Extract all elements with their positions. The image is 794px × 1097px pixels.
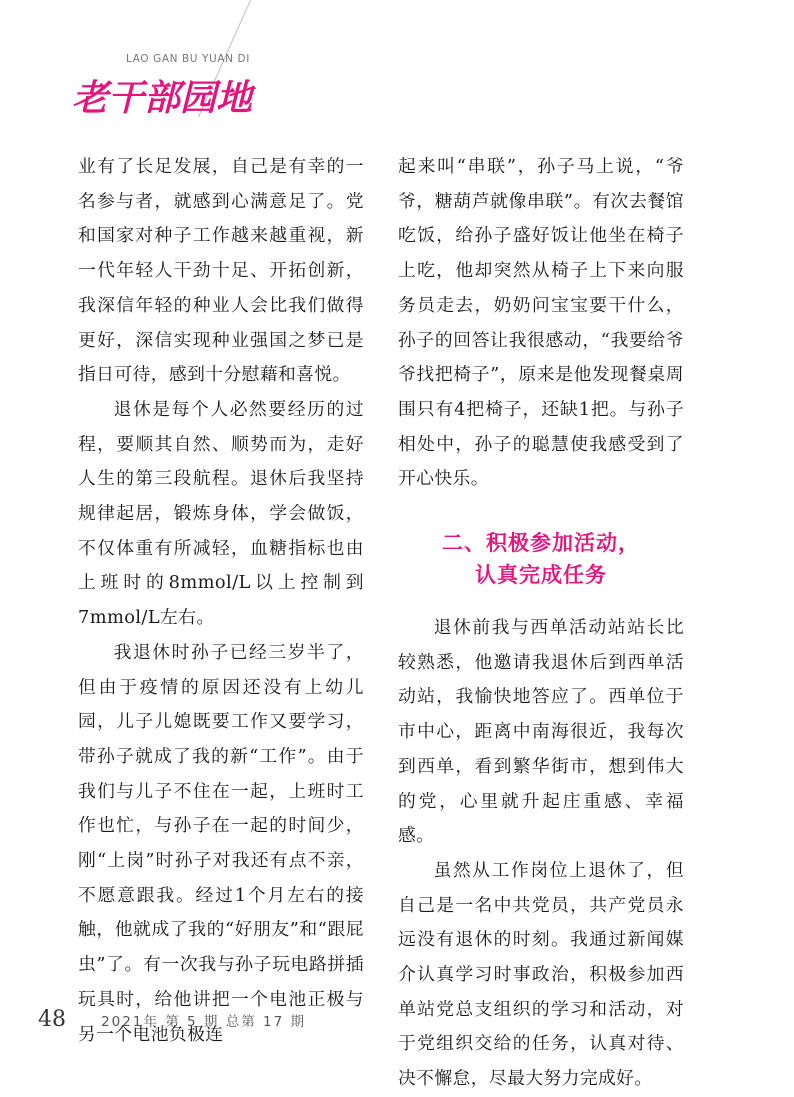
issue-info: 2021年 第 5 期 总第 17 期 (101, 1013, 306, 1030)
right-column (398, 150, 684, 1097)
page-footer (38, 1007, 306, 1032)
masthead-english: LAO GAN BU YUAN DI (126, 53, 250, 65)
right-paragraph-3: 虽然从工作岗位上退休了，但自己是一名中共党员，共产党员永远没有退休的时刻。我通过新闻媒介认真学习时事政治，积极参加西单站党总支组织的学习和活动，对于党组织交给的任务，认真对待、决不懈怠，尽最大努力完成好。 (398, 859, 684, 1090)
section-heading (398, 527, 684, 591)
left-paragraph-1: 业有了长足发展，自己是有幸的一名参与者，就感到心满意足了。党和国家对种子工作越来越重视，新一代年轻人干劲十足、开拓创新，我深信年轻的种业人会比我们做得更好，深信实现种业强国之梦已是指日可待，感到十分慰藉和喜悦。 (78, 156, 364, 386)
left-paragraph-2: 退休是每个人必然要经历的过程，要顺其自然、顺势而为，走好人生的第三段航程。退休后我坚持规律起居，锻炼身体，学会做饭，不仅体重有所减轻，血糖指标也由上班时的8mmol/L以上控制到7mmol/L左右。 (78, 398, 364, 629)
left-paragraph-3: 我退休时孙子已经三岁半了，但由于疫情的原因还没有上幼儿园，儿子儿媳既要工作又要学习，带孙子就成了我的新“工作”。由于我们与儿子不住在一起，上班时工作也忙，与孙子在一起的时间少，刚“上岗”时孙子对我还有点不亲，不愿意跟我。经过1个月左右的接触，他就成了我的“好朋友”和“跟屁虫”了。有一次我与孙子玩电路拼插玩具时，给他讲把一个电池正极与另一个电池负极连 (78, 641, 364, 1045)
left-column (78, 150, 364, 1052)
section-heading-line-2: 认真完成任务 (475, 563, 607, 588)
masthead-logo: 老干部园地 (72, 77, 253, 119)
right-paragraph-1: 起来叫“串联”，孙子马上说，“爷爷，糖葫芦就像串联”。有次去餐馆吃饭，给孙子盛好饭让他坐在椅子上吃，他却突然从椅子上下来向服务员走去，奶奶问宝宝要干什么，孙子的回答让我很感动，“我要给爷爷找把椅子”，原来是他发现餐桌周围只有4把椅子，还缺1把。与孙子相处中，孙子的聪慧使我感受到了开心快乐。 (398, 156, 684, 490)
page-number: 48 (38, 1007, 66, 1032)
right-paragraph-2: 退休前我与西单活动站站长比较熟悉，他邀请我退休后到西单活动站，我愉快地答应了。西单位于市中心，距离中南海很近，我每次到西单，看到繁华街市，想到伟大的党，心里就升起庄重感、幸福感。 (398, 617, 684, 847)
section-heading-line-1: 二、积极参加活动， (442, 531, 640, 556)
